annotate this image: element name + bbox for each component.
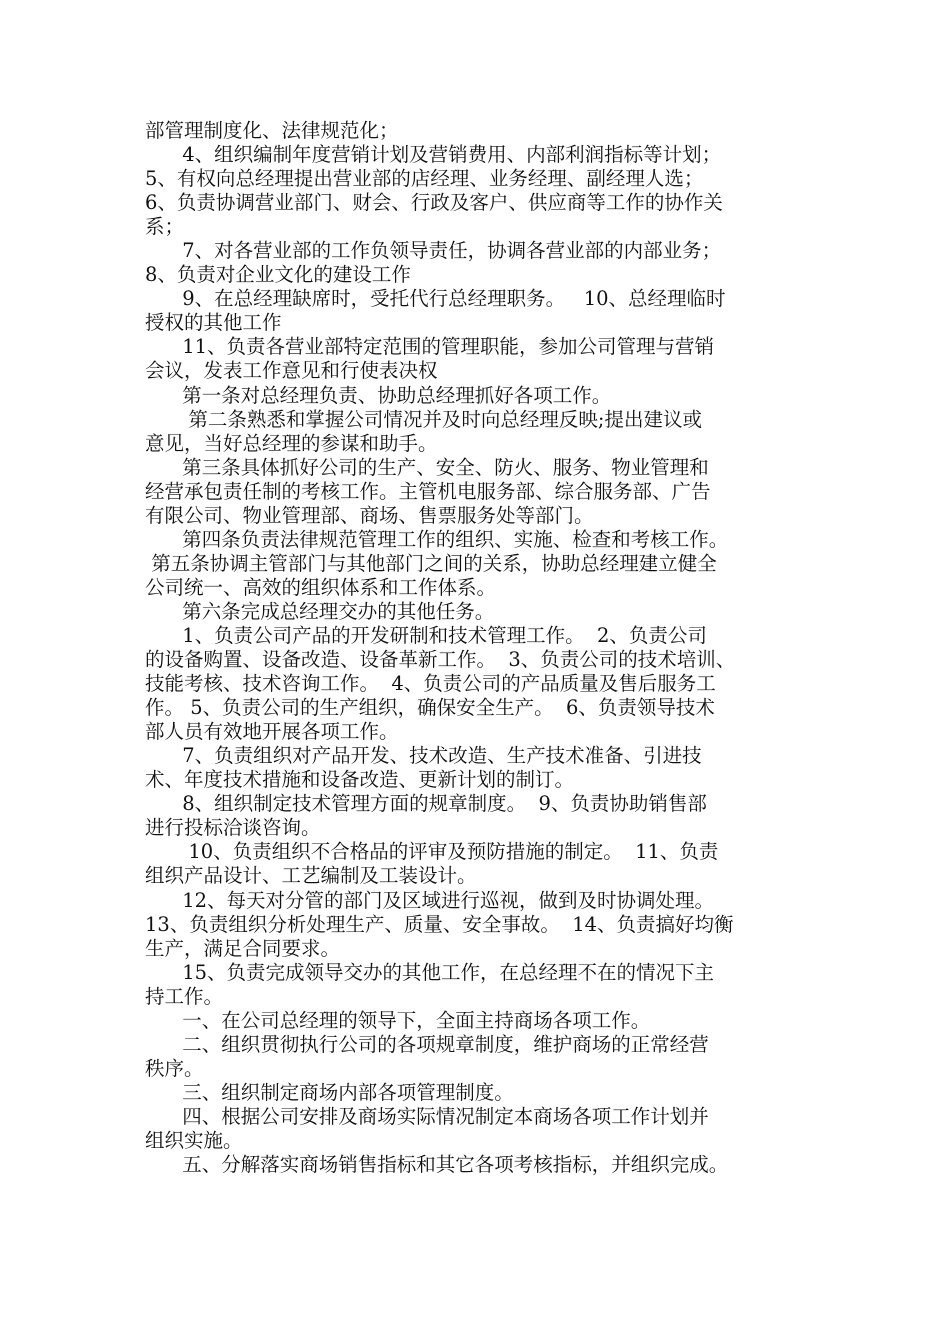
text-line: 第四条负责法律规范管理工作的组织、实施、检查和考核工作。 — [145, 527, 729, 551]
text-line: 9、在总经理缺席时，受托代行总经理职务。 10、总经理临时 — [145, 287, 726, 311]
text-line: 五、分解落实商场销售指标和其它各项考核指标，并组织完成。 — [145, 1153, 729, 1177]
document-body — [145, 119, 835, 1177]
text-line: 进行投标洽谈咨询。 — [145, 816, 321, 840]
text-line: 作。 5、负责公司的生产组织，确保安全生产。 6、负责领导技术 — [145, 696, 715, 720]
text-line: 10、负责组织不合格品的评审及预防措施的制定。 11、负责 — [145, 840, 719, 864]
text-line: 8、负责对企业文化的建设工作 — [145, 263, 411, 287]
text-line: 6、负责协调营业部门、财会、行政及客户、供应商等工作的协作关 — [145, 191, 723, 215]
text-line: 公司统一、高效的组织体系和工作体系。 — [145, 575, 497, 599]
text-line: 的设备购置、设备改造、设备革新工作。 3、负责公司的技术培训、 — [145, 648, 736, 672]
text-line: 意见，当好总经理的参谋和助手。 — [145, 431, 438, 455]
text-line: 13、负责组织分析处理生产、质量、安全事故。 14、负责搞好均衡 — [145, 912, 734, 936]
text-line: 第三条具体抓好公司的生产、安全、防火、服务、物业管理和 — [145, 455, 709, 479]
text-line: 部管理制度化、法律规范化； — [145, 119, 399, 142]
text-line: 组织产品设计、工艺编制及工装设计。 — [145, 864, 477, 888]
text-line: 秩序。 — [145, 1056, 204, 1080]
text-line: 有限公司、物业管理部、商场、售票服务处等部门。 — [145, 503, 594, 527]
text-line: 技能考核、技术咨询工作。 4、负责公司的产品质量及售后服务工 — [145, 672, 716, 696]
text-line: 授权的其他工作 — [145, 311, 282, 335]
text-line: 持工作。 — [145, 984, 224, 1008]
text-line: 11、负责各营业部特定范围的管理职能，参加公司管理与营销 — [145, 335, 715, 359]
text-line: 组织实施。 — [145, 1128, 243, 1152]
text-line: 15、负责完成领导交办的其他工作，在总经理不在的情况下主 — [145, 960, 715, 984]
text-line: 三、组织制定商场内部各项管理制度。 — [145, 1080, 514, 1104]
text-line: 术、年度技术措施和设备改造、更新计划的制订。 — [145, 768, 575, 792]
text-line: 8、组织制定技术管理方面的规章制度。 9、负责协助销售部 — [145, 792, 707, 816]
text-line: 二、组织贯彻执行公司的各项规章制度，维护商场的正常经营 — [145, 1032, 709, 1056]
text-line: 一、在公司总经理的领导下，全面主持商场各项工作。 — [145, 1008, 651, 1032]
text-line: 生产，满足合同要求。 — [145, 936, 341, 960]
text-line: 12、每天对分管的部门及区域进行巡视，做到及时协调处理。 — [145, 888, 715, 912]
text-line: 5、有权向总经理提出营业部的店经理、业务经理、副经理人选； — [145, 167, 704, 191]
text-line: 第六条完成总经理交办的其他任务。 — [145, 599, 495, 623]
text-line: 1、负责公司产品的开发研制和技术管理工作。 2、负责公司 — [145, 623, 707, 647]
text-line: 系； — [145, 215, 185, 239]
text-line: 部人员有效地开展各项工作。 — [145, 720, 399, 744]
text-line: 4、组织编制年度营销计划及营销费用、内部利润指标等计划； — [145, 143, 722, 167]
text-line: 第一条对总经理负责、协助总经理抓好各项工作。 — [145, 383, 612, 407]
text-line: 7、负责组织对产品开发、技术改造、生产技术准备、引进技 — [145, 744, 702, 768]
text-line: 7、对各营业部的工作负领导责任，协调各营业部的内部业务； — [145, 239, 722, 263]
text-line: 第二条熟悉和掌握公司情况并及时向总经理反映;提出建议或 — [145, 407, 702, 431]
text-line: 第五条协调主管部门与其他部门之间的关系，协助总经理建立健全 — [145, 551, 717, 575]
text-line: 经营承包责任制的考核工作。主管机电服务部、综合服务部、广告 — [145, 479, 711, 503]
text-line: 会议，发表工作意见和行使表决权 — [145, 359, 438, 383]
text-line: 四、根据公司安排及商场实际情况制定本商场各项工作计划并 — [145, 1104, 709, 1128]
